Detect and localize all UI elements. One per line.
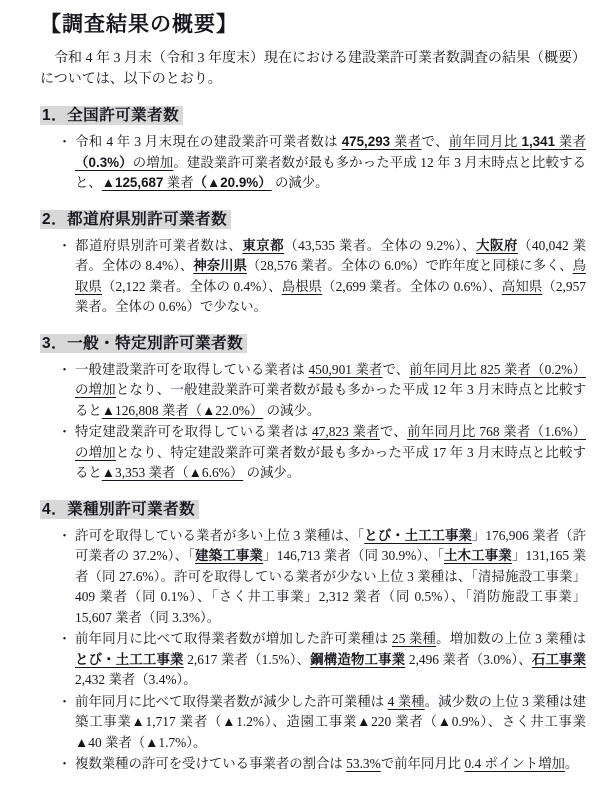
text-segment: の減少。 <box>243 465 301 480</box>
text-segment: の増加 <box>132 154 174 170</box>
text-segment: で、 <box>421 134 449 149</box>
text-segment: 2,496 業者（3.0%）、 <box>405 651 532 667</box>
bullet-text <box>75 236 586 318</box>
text-segment: ▲3,353 業者（▲6.6%） <box>101 465 244 480</box>
sections-container <box>40 103 586 775</box>
text-segment: 4 業種 <box>387 693 425 709</box>
text-segment: （2,957 業者。全体の 0.6%）で少ない。 <box>75 278 586 314</box>
text-segment: 」131,165 業者（同 27.6%）。許可を取得している業者が少ない上位 3 業種は、「清掃施設工事業」409 業者（同 0.1%）、「さく井工事業」2,312 業者（同 0.5%）、「消防施設工事業」15,607 業者（同 3.3%）。 <box>75 548 587 625</box>
bullet-marker: ・ <box>58 361 72 377</box>
bullet-marker: ・ <box>58 527 72 543</box>
intro-paragraph: 令和 4 年 3 月末（令和 3 年度末）現在における建設業許可業者数調査の結果（概要）については、以下のとおり。 <box>40 51 586 87</box>
text-segment: 1,341 <box>521 134 556 149</box>
text-segment: （2,699 業者。全体の 0.6%）、 <box>322 278 502 294</box>
text-segment: 建築工事業 <box>195 548 264 563</box>
bullet-item <box>58 629 586 691</box>
text-segment: 前年同月比 825 業者（0.2%）の増加 <box>75 361 586 397</box>
section-prefecture <box>40 207 586 318</box>
bullet-marker: ・ <box>58 756 72 771</box>
section-heading-general-specific <box>40 331 586 353</box>
text-segment: 0.4 ポイント増加 <box>464 756 565 771</box>
bullet-item <box>58 132 586 194</box>
bullet-text <box>75 629 586 691</box>
text-segment: 前年同月比 <box>448 134 522 149</box>
bullet-item <box>58 422 586 484</box>
section-by-industry <box>40 497 586 775</box>
text-segment: 。減少数の上位 3 業種は建築工事業▲1,717 業者（▲1.2%）、造園工事業▲220 業者（▲0.9%）、さく井工事業▲40 業者（▲1.7%）。 <box>75 693 587 750</box>
text-segment: 475,293 <box>341 134 391 149</box>
text-segment: 島根県 <box>281 278 323 294</box>
bullet-list <box>40 526 586 775</box>
text-segment: 。増加数の上位 3 業種は <box>436 631 586 646</box>
text-segment: 前年同月比 768 業者（1.6%）の増加 <box>75 424 586 460</box>
text-segment: 東京都 <box>242 237 285 253</box>
text-segment: （43,535 業者。全体の 9.2%）、 <box>284 237 477 253</box>
page-title: 【調査結果の概要】 <box>40 13 238 36</box>
bullet-marker: ・ <box>58 631 72 646</box>
bullet-item <box>58 692 586 754</box>
section-heading-text: 1．全国許可業者数 <box>40 106 183 125</box>
section-heading-text: 2．都道府県別許可業者数 <box>40 210 231 229</box>
text-segment: 土木工事業 <box>443 548 512 563</box>
text-segment: ▲126,808 業者（▲22.0%） <box>101 402 264 418</box>
text-segment: 53.3% <box>346 756 381 771</box>
bullet-text <box>75 526 586 629</box>
text-segment: となり、一般建設業許可業者数が最も多かった平成 12 年 3 月末時点と比較すると <box>75 382 586 418</box>
section-heading-by-industry <box>40 497 586 519</box>
text-segment: 前年同月に比べて取得業者数が増加した許可業種は <box>75 631 392 646</box>
text-segment: （0.3%） <box>75 154 133 170</box>
text-segment: 鋼構造物工事業 <box>310 651 406 667</box>
bullet-text <box>75 692 586 754</box>
bullet-item <box>58 754 586 775</box>
bullet-text <box>75 422 586 484</box>
text-segment: 2,617 業者（1.5%）、 <box>183 651 311 667</box>
section-general-specific <box>40 331 586 484</box>
text-segment: とび・土工工事業 <box>364 527 472 543</box>
text-segment: で、 <box>379 424 408 439</box>
text-segment: 2,432 業者（3.4%）。 <box>75 672 197 687</box>
bullet-marker: ・ <box>58 424 72 439</box>
bullet-marker: ・ <box>58 693 72 709</box>
text-segment: （2,122 業者。全体の 0.4%）、 <box>101 278 282 294</box>
bullet-marker: ・ <box>58 134 72 149</box>
text-segment: （▲20.9%） <box>193 175 272 190</box>
text-segment: 47,823 業者 <box>311 424 380 439</box>
bullet-list <box>40 132 586 194</box>
text-segment: 450,901 業者 <box>308 361 383 377</box>
text-segment: 一般建設業許可を取得している業者は <box>75 361 309 377</box>
text-segment: 許可を取得している業者が多い上位 3 業種は、「 <box>75 527 365 543</box>
text-segment: 大阪府 <box>476 237 518 253</box>
text-segment: 。 <box>564 756 579 771</box>
text-segment: 業者 <box>163 175 194 190</box>
text-segment: となり、特定建設業許可業者数が最も多かった平成 17 年 3 月末時点と比較すると <box>75 444 586 480</box>
bullet-item <box>58 526 586 629</box>
bullet-text <box>75 754 586 775</box>
text-segment: ▲125,687 <box>101 175 164 190</box>
text-segment: 神奈川県 <box>193 258 247 273</box>
text-segment: （40,042 業者。全体の 8.4%）、 <box>75 237 587 273</box>
text-segment: の減少。 <box>263 402 321 418</box>
section-heading-text: 4．業種別許可業者数 <box>40 500 199 519</box>
bullet-marker: ・ <box>58 237 72 253</box>
bullet-item <box>58 236 586 318</box>
text-segment: 。建設業許可業者数が最も多かった平成 12 年 3 月末時点と比較すると、 <box>75 154 586 190</box>
text-segment: 前年同月に比べて取得業者数が減少した許可業種は <box>75 693 388 709</box>
text-segment: 都道府県別許可業者数は、 <box>75 237 243 253</box>
text-segment: 複数業種の許可を受けている事業者の割合は <box>75 756 347 771</box>
text-segment: 石工事業 <box>531 651 587 667</box>
section-heading-prefecture <box>40 207 586 229</box>
bullet-list <box>40 360 586 484</box>
text-segment: 業者 <box>390 134 422 149</box>
text-segment: 25 業種 <box>391 631 437 646</box>
text-segment: 」176,906 業者（許可業者の 37.2%）、「 <box>75 527 586 563</box>
section-heading-text: 3．一般・特定別許可業者数 <box>40 334 247 353</box>
text-segment: （28,576 業者。全体の 6.0%）で昨年度と同様に多く、 <box>246 258 573 273</box>
section-heading-national <box>40 103 586 125</box>
text-segment: の減少。 <box>271 175 329 190</box>
text-segment: 高知県 <box>501 278 543 294</box>
bullet-text <box>75 132 586 194</box>
text-segment: 令和 4 年 3 月末現在の建設業許可業者数は <box>75 134 342 149</box>
text-segment: で、 <box>382 361 410 377</box>
text-segment: 特定建設業許可を取得している業者は <box>75 424 312 439</box>
section-national <box>40 103 586 194</box>
text-segment: 業者 <box>555 134 586 149</box>
bullet-list <box>40 236 586 318</box>
text-segment: とび・土工工事業 <box>75 651 184 667</box>
text-segment: で前年同月比 <box>380 756 465 771</box>
text-segment: 」146,713 業者（同 30.9%）、「 <box>263 548 444 563</box>
bullet-text <box>75 360 586 422</box>
bullet-item <box>58 360 586 422</box>
text-segment: 鳥取県 <box>75 258 586 294</box>
